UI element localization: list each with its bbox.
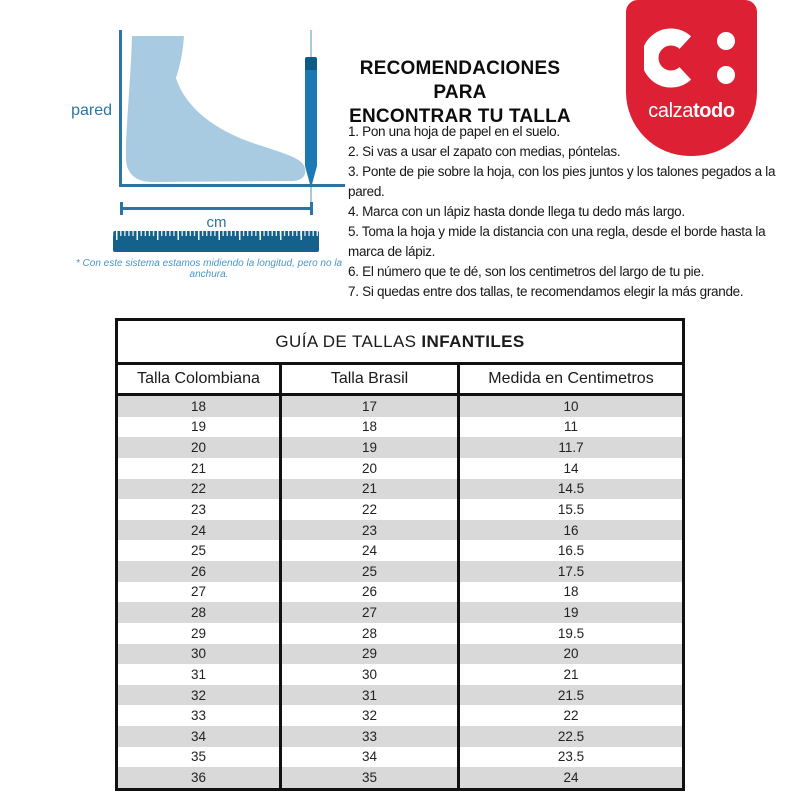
- table-cell: 23: [282, 520, 460, 541]
- recommendations-title-line1: RECOMENDACIONES PARA: [359, 58, 561, 103]
- cm-label: cm: [206, 214, 227, 231]
- recommendation-item: 4. Marca con un lápiz hasta donde llega tu dedo más largo.: [348, 204, 685, 219]
- brand-regular: calza: [648, 100, 693, 122]
- table-row: [118, 396, 682, 417]
- table-cell: 22: [563, 708, 579, 724]
- table-cell: 16: [563, 522, 579, 538]
- table-title: [118, 321, 682, 365]
- table-cell: 11: [563, 419, 578, 435]
- table-cell: 15.5: [557, 501, 585, 517]
- measuring-footnote: * Con este sistema estamos midiendo la longitud, pero no la anchura.: [75, 258, 343, 280]
- table-cell: 28: [118, 602, 282, 623]
- floor-line: [119, 184, 345, 187]
- table-cell: 33: [118, 705, 282, 726]
- table-cell: 17: [282, 396, 460, 417]
- table-cell: 35: [282, 767, 460, 788]
- column-header-talla-colombiana: Talla Colombiana: [118, 365, 282, 393]
- table-cell: 18: [118, 396, 282, 417]
- table-cell: 32: [118, 685, 282, 706]
- measurement-dimension-line: [120, 207, 313, 210]
- table-cell: 19: [118, 417, 282, 438]
- table-cell: 27: [282, 602, 460, 623]
- table-cell: 11.7: [558, 440, 584, 456]
- table-cell: 19: [563, 605, 579, 621]
- pencil-icon: [305, 70, 317, 166]
- table-row: [118, 664, 682, 685]
- table-row: [118, 458, 682, 479]
- table-cell: 17.5: [557, 563, 585, 579]
- table-title-regular: GUÍA DE TALLAS: [275, 331, 417, 351]
- table-cell: 22: [118, 479, 282, 500]
- table-cell: 22.5: [557, 728, 585, 744]
- recommendation-item: 7. Si quedas entre dos tallas, te recomendamos elegir la más grande.: [348, 284, 744, 299]
- table-cell: 18: [282, 417, 460, 438]
- recommendation-item: 3. Ponte de pie sobre la hoja, con los pies juntos y los talones pegados a la pared.: [348, 164, 776, 199]
- table-cell: 30: [118, 644, 282, 665]
- table-row: [118, 520, 682, 541]
- table-cell: 25: [118, 540, 282, 561]
- table-row: [118, 540, 682, 561]
- table-cell: 20: [282, 458, 460, 479]
- foot-silhouette-icon: [122, 36, 312, 185]
- table-cell: 34: [118, 726, 282, 747]
- table-cell: 24: [563, 770, 579, 786]
- size-guide-table: [115, 318, 685, 791]
- table-cell: 23.5: [557, 749, 585, 765]
- table-cell: 21: [563, 666, 579, 682]
- table-cell: 26: [282, 582, 460, 603]
- table-header-row: [118, 365, 682, 396]
- calzatodo-logo-badge: [626, 0, 757, 156]
- table-cell: 26: [118, 561, 282, 582]
- table-cell: 18: [563, 584, 579, 600]
- wall-label: pared: [71, 102, 112, 119]
- table-cell: 35: [118, 747, 282, 768]
- table-cell: 19.5: [557, 625, 585, 641]
- calzatodo-wordmark: [626, 100, 757, 123]
- recommendations-title-line2: ENCONTRAR TU TALLA: [349, 106, 571, 127]
- table-cell: 36: [118, 767, 282, 788]
- column-header-talla-brasil: Talla Brasil: [282, 365, 460, 393]
- pencil-icon: [305, 57, 317, 70]
- size-table-body: [118, 396, 682, 788]
- table-cell: 19: [282, 437, 460, 458]
- table-cell: 29: [118, 623, 282, 644]
- recommendation-item: 5. Toma la hoja y mide la distancia con una regla, desde el borde hasta la marca de lápiz.: [348, 224, 766, 259]
- table-cell: 20: [118, 437, 282, 458]
- table-row: [118, 602, 682, 623]
- table-row: [118, 726, 682, 747]
- table-cell: 25: [282, 561, 460, 582]
- table-cell: 21.5: [557, 687, 585, 703]
- table-row: [118, 479, 682, 500]
- table-cell: 21: [118, 458, 282, 479]
- table-cell: 33: [282, 726, 460, 747]
- table-row: [118, 561, 682, 582]
- table-row: [118, 623, 682, 644]
- table-row: [118, 705, 682, 726]
- table-cell: 10: [563, 398, 579, 414]
- table-cell: 23: [118, 499, 282, 520]
- table-cell: 27: [118, 582, 282, 603]
- table-row: [118, 767, 682, 788]
- table-cell: 34: [282, 747, 460, 768]
- table-cell: 14: [563, 460, 579, 476]
- brand-bold: todo: [692, 100, 735, 122]
- table-cell: 31: [118, 664, 282, 685]
- table-title-bold: INFANTILES: [421, 331, 525, 351]
- ruler-icon: [113, 231, 319, 252]
- table-row: [118, 499, 682, 520]
- table-cell: 20: [563, 646, 579, 662]
- table-cell: 16.5: [557, 543, 585, 559]
- table-cell: 29: [282, 644, 460, 665]
- table-cell: 32: [282, 705, 460, 726]
- table-cell: 21: [282, 479, 460, 500]
- column-header-medida-cm: Medida en Centimetros: [488, 370, 654, 387]
- recommendation-item: 2. Si vas a usar el zapato con medias, póntelas.: [348, 144, 621, 159]
- calzatodo-monogram-icon: [644, 28, 739, 88]
- table-row: [118, 644, 682, 665]
- table-cell: 14.5: [557, 481, 585, 497]
- table-cell: 24: [282, 540, 460, 561]
- recommendation-item: 6. El número que te dé, son los centimetros del largo de tu pie.: [348, 264, 705, 279]
- table-row: [118, 747, 682, 768]
- table-cell: 24: [118, 520, 282, 541]
- table-row: [118, 582, 682, 603]
- recommendations-title: [346, 57, 574, 129]
- recommendation-item: 1. Pon una hoja de papel en el suelo.: [348, 124, 560, 139]
- table-cell: 28: [282, 623, 460, 644]
- table-row: [118, 417, 682, 438]
- table-cell: 30: [282, 664, 460, 685]
- table-cell: 31: [282, 685, 460, 706]
- table-row: [118, 685, 682, 706]
- table-cell: 22: [282, 499, 460, 520]
- table-row: [118, 437, 682, 458]
